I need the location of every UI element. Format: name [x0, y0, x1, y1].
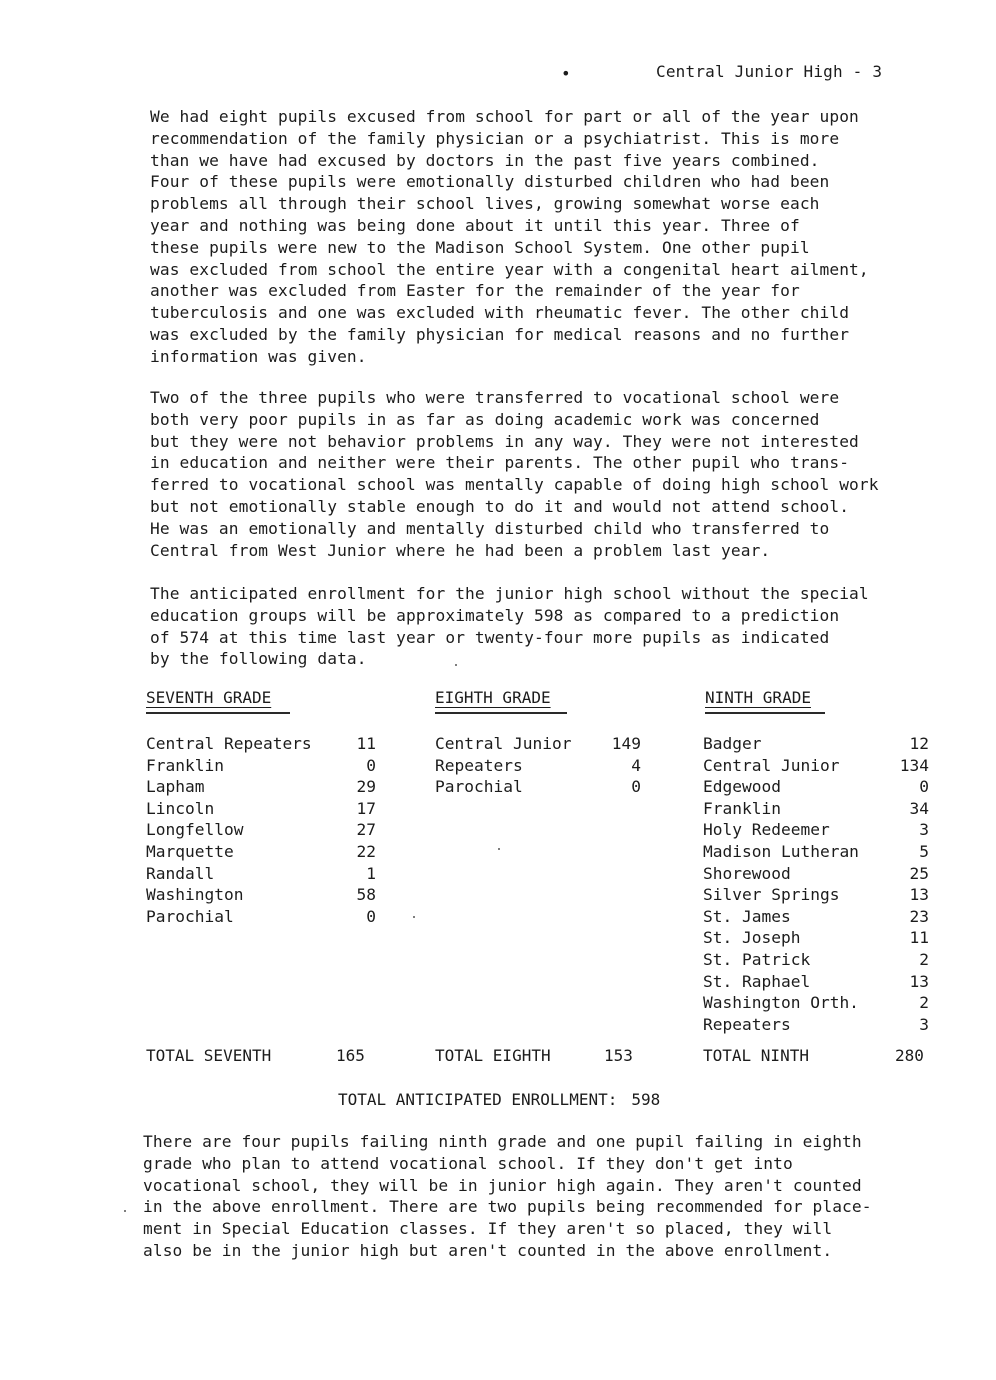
school-name: Badger	[703, 734, 762, 753]
grand-total-label: TOTAL ANTICIPATED ENROLLMENT:	[338, 1090, 618, 1109]
enrollment-row	[435, 755, 641, 777]
pupil-count: 2	[919, 949, 929, 969]
enrollment-row	[703, 949, 929, 971]
school-name: St. Patrick	[703, 949, 811, 969]
enrollment-row	[703, 755, 929, 777]
pupil-count: 17	[356, 798, 376, 818]
enrollment-row	[146, 841, 376, 863]
ninth-grade-list	[703, 733, 929, 1035]
pupil-count: 29	[356, 777, 376, 797]
paper-speck	[455, 664, 457, 666]
school-name: Central Junior	[435, 734, 572, 753]
enrollment-row	[146, 798, 376, 820]
pupil-count: 58	[356, 885, 376, 905]
pupil-count: 34	[909, 798, 929, 818]
paper-speck	[498, 848, 500, 850]
school-name: St. Raphael	[703, 971, 811, 991]
school-name: Edgewood	[703, 777, 781, 797]
seventh-grade-heading: SEVENTH GRADE	[146, 688, 272, 707]
seventh-grade-list	[146, 733, 376, 927]
eighth-grade-heading: EIGHTH GRADE	[435, 688, 551, 707]
pupil-count: 3	[919, 820, 929, 840]
enrollment-row	[703, 971, 929, 993]
pupil-count: 11	[909, 928, 929, 948]
total-seventh-label: TOTAL SEVENTH	[146, 1046, 272, 1065]
enrollment-row	[703, 927, 929, 949]
enrollment-row	[703, 906, 929, 928]
school-name: Lincoln	[146, 798, 215, 818]
school-name: Shorewood	[703, 863, 791, 883]
enrollment-row	[146, 819, 376, 841]
enrollment-row	[703, 776, 929, 798]
enrollment-row	[435, 776, 641, 798]
paragraph-failing-pupils: There are four pupils failing ninth grade and one pupil failing in eighth grade who plan to attend vocational school. If they don't get into vocational school, they will be in junior high again. They aren't counted in the above enrollment. There are two pupils being recommended for place- ment in Special Education classes. If they aren't so placed, they will also be in the junior high but aren't counted in the above enrollment.	[143, 1132, 872, 1260]
pupil-count: 1	[366, 863, 376, 883]
school-name: Marquette	[146, 841, 234, 861]
enrollment-row	[703, 884, 929, 906]
enrollment-row	[703, 1014, 929, 1036]
total-seventh-value: 165	[336, 1046, 365, 1065]
school-name: Repeaters	[703, 1014, 791, 1034]
enrollment-row	[146, 863, 376, 885]
school-name: Parochial	[146, 906, 234, 926]
pupil-count: 2	[919, 993, 929, 1013]
total-eighth-value: 153	[604, 1046, 633, 1065]
pupil-count: 13	[909, 971, 929, 991]
school-name: Franklin	[146, 755, 224, 775]
enrollment-row	[146, 884, 376, 906]
school-name: Holy Redeemer	[703, 820, 830, 840]
ninth-heading-rule	[705, 712, 825, 714]
pupil-count: 149	[611, 734, 641, 753]
school-name: Central Junior	[703, 755, 840, 775]
paragraph-anticipated-enrollment: The anticipated enrollment for the junior high school without the special education groups will be approximately 598 as compared to a prediction of 574 at this time last year or twenty-four more pupils as indicated by the following data.	[150, 584, 869, 669]
pupil-count: 0	[631, 777, 641, 797]
enrollment-row	[146, 733, 376, 755]
pupil-count: 27	[356, 820, 376, 840]
total-ninth-value: 280	[895, 1046, 924, 1065]
pupil-count: 0	[366, 906, 376, 926]
pupil-count: 23	[909, 906, 929, 926]
enrollment-row	[703, 841, 929, 863]
header-mark: •	[561, 64, 571, 83]
school-name: Longfellow	[146, 820, 244, 840]
eighth-heading-rule	[435, 712, 567, 714]
school-name: Parochial	[435, 777, 523, 797]
enrollment-row	[146, 906, 376, 928]
ninth-grade-heading: NINTH GRADE	[705, 688, 811, 707]
pupil-count: 13	[909, 885, 929, 905]
enrollment-row	[703, 798, 929, 820]
pupil-count: 25	[909, 863, 929, 883]
eighth-grade-list	[435, 733, 641, 798]
pupil-count: 11	[356, 734, 376, 753]
school-name: St. Joseph	[703, 928, 801, 948]
paper-speck	[413, 916, 415, 918]
paper-speck	[124, 1210, 126, 1212]
school-name: Randall	[146, 863, 215, 883]
school-name: St. James	[703, 906, 791, 926]
enrollment-row	[703, 863, 929, 885]
enrollment-row	[435, 733, 641, 755]
pupil-count: 134	[899, 755, 929, 775]
enrollment-row	[146, 776, 376, 798]
pupil-count: 5	[919, 841, 929, 861]
school-name: Silver Springs	[703, 885, 840, 905]
pupil-count: 4	[631, 755, 641, 775]
school-name: Washington	[146, 885, 244, 905]
pupil-count: 3	[919, 1014, 929, 1034]
school-name: Central Repeaters	[146, 734, 312, 753]
page-header: Central Junior High - 3	[656, 62, 883, 81]
enrollment-row	[146, 755, 376, 777]
paragraph-vocational-transfers: Two of the three pupils who were transferred to vocational school were both very poor pupils in as far as doing academic work was concerned but they were not behavior problems in any way. They were not interested in education and neither were their parents. The other pupil who trans- ferred to vocational school was mentally capable of doing high school work but not emotionally stable enough to do it and would not attend school. He was an emotionally and mentally disturbed child who transferred to Central from West Junior where he had been a problem last year.	[150, 388, 879, 560]
grand-total-value: 598	[631, 1090, 661, 1109]
paragraph-excused-pupils: We had eight pupils excused from school for part or all of the year upon recommendation of the family physician or a psychiatrist. This is more than we have had excused by doctors in the past five years combined. Four of these pupils were emotionally disturbed children who had been problems all through their school lives, growing somewhat worse each year and nothing was being done about it until this year. Three of these pupils were new to the Madison School System. One other pupil was excluded from school the entire year with a congenital heart ailment, another was excluded from Easter for the remainder of the year for tuberculosis and one was excluded with rheumatic fever. The other child was excluded by the family physician for medical reasons and no further information was given.	[150, 107, 869, 366]
total-ninth-label: TOTAL NINTH	[703, 1046, 809, 1065]
pupil-count: 12	[909, 734, 929, 753]
school-name: Franklin	[703, 798, 781, 818]
total-anticipated-enrollment	[338, 1090, 660, 1109]
total-eighth-label: TOTAL EIGHTH	[435, 1046, 551, 1065]
pupil-count: 0	[919, 777, 929, 797]
school-name: Washington Orth.	[703, 993, 859, 1013]
seventh-heading-rule	[146, 712, 290, 714]
school-name: Lapham	[146, 777, 205, 797]
pupil-count: 22	[356, 841, 376, 861]
school-name: Madison Lutheran	[703, 841, 859, 861]
enrollment-row	[703, 733, 929, 755]
enrollment-row	[703, 819, 929, 841]
school-name: Repeaters	[435, 755, 523, 775]
enrollment-row	[703, 992, 929, 1014]
pupil-count: 0	[366, 755, 376, 775]
